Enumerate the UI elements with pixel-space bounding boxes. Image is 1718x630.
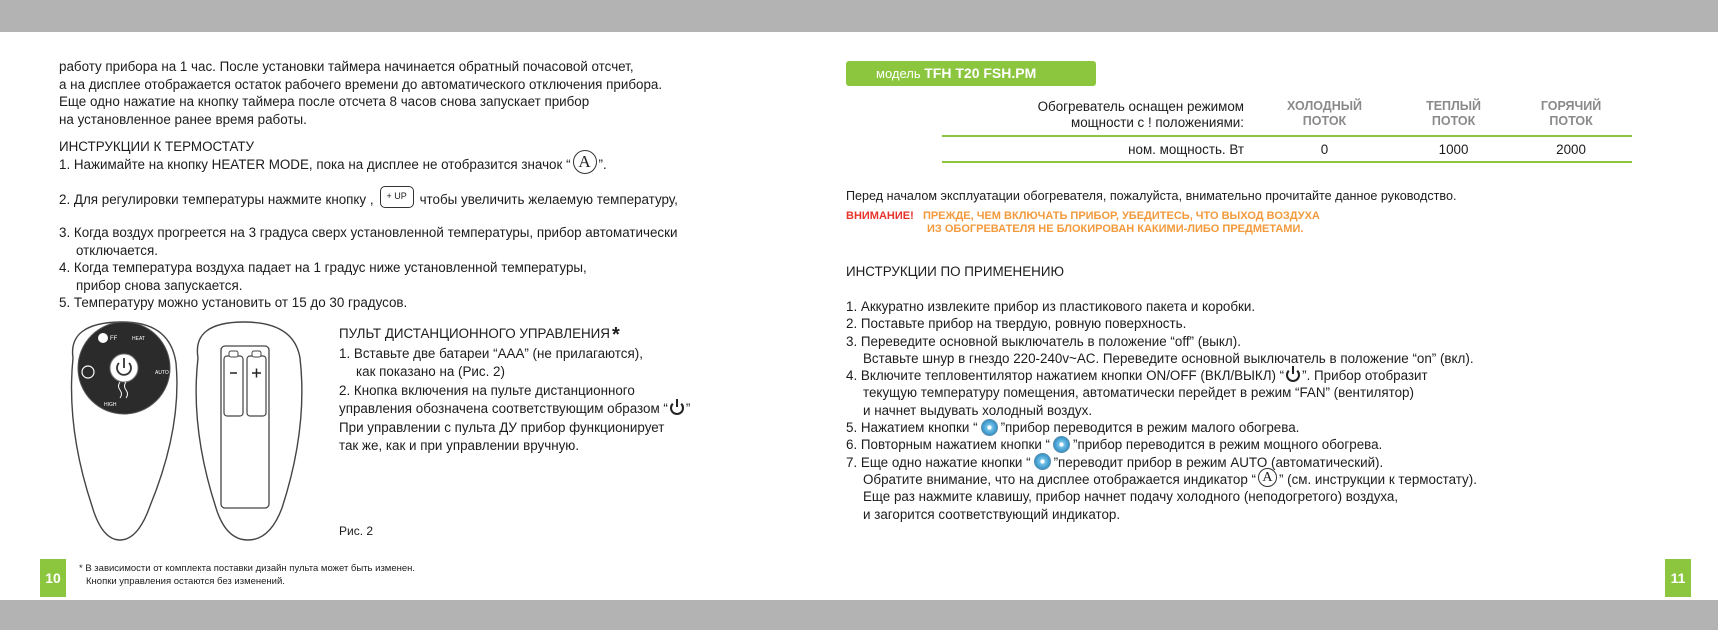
figure-caption: Рис. 2 bbox=[339, 524, 374, 538]
usage-step-3: 3. Переведите основной выключатель в положение “off” (выкл). bbox=[846, 333, 1241, 349]
usage-title: ИНСТРУКЦИИ ПО ПРИМЕНЕНИЮ bbox=[846, 264, 1064, 279]
table-header-row bbox=[942, 96, 1632, 136]
remote-front bbox=[72, 322, 177, 540]
usage-step-4: 4. Включите тепловентилятор нажатием кнопки ON/OFF (ВКЛ/ВЫКЛ) “ ”. Прибор отобразит bbox=[846, 368, 1428, 384]
page-number-left: 10 bbox=[40, 559, 66, 597]
usage-step-7: 7. Еще одно нажатие кнопки “ ”переводит прибор в режим AUTO (автоматический). bbox=[846, 454, 1384, 470]
warning-line: ПРЕЖДЕ, ЧЕМ ВКЛЮЧАТЬ ПРИБОР, УБЕДИТЕСЬ, ЧТО ВЫХОД ВОЗДУХА bbox=[922, 210, 1320, 222]
usage-steps bbox=[846, 298, 1477, 523]
usage-step-1: 1. Аккуратно извлеките прибор из пластикового пакета и коробки. bbox=[846, 299, 1256, 314]
usage-step-3-cont: Вставьте шнур в гнездо 220-240v~AC. Переведите основной выключатель в положение “on” (вкл). bbox=[863, 350, 1474, 366]
top-band bbox=[0, 0, 1718, 32]
model-prefix: модель bbox=[876, 66, 921, 81]
remote-step-2-cont: управления обозначена соответствующим образом “ ” bbox=[339, 401, 691, 416]
remote-label-ff: FF bbox=[110, 336, 118, 342]
warning-line: ИЗ ОБОГРЕВАТЕЛЯ НЕ БЛОКИРОВАН КАКИМИ-ЛИБО ПРЕДМЕТАМИ. bbox=[927, 223, 1304, 235]
auto-mode-icon: A bbox=[573, 150, 597, 174]
usage-step-4-cont: и начнет выдувать холодный воздух. bbox=[863, 402, 1093, 418]
heat-mode-icon bbox=[981, 419, 998, 436]
model-name: TFH T20 FSH.PM bbox=[924, 65, 1037, 81]
thermostat-step-2: 2. Для регулировки температуры нажмите кнопку , + UP чтобы увеличить желаемую температуру, bbox=[59, 191, 678, 209]
table-description: Обогреватель оснащен режимом мощности с ! положениями: bbox=[1037, 99, 1244, 130]
heat-mode-icon bbox=[1053, 436, 1070, 453]
plus-up-button-icon: + UP bbox=[380, 186, 414, 208]
remote-back bbox=[196, 322, 302, 540]
page-number-right: 11 bbox=[1665, 559, 1691, 597]
remote-step-1: 1. Вставьте две батареи “ААА” (не прилагаются), bbox=[339, 345, 643, 361]
thermostat-step-3: 3. Когда воздух прогреется на 3 градуса сверх установленной температуры, прибор автоматически bbox=[59, 225, 678, 241]
thermostat-step-5: 5. Температуру можно установить от 15 до 30 градусов. bbox=[59, 295, 408, 311]
footnote-line: * В зависимости от комплекта поставки дизайн пульта может быть изменен. bbox=[79, 563, 416, 574]
read-manual-note: Перед началом эксплуатации обогревателя, пожалуйста, внимательно прочитайте данное руководство. bbox=[846, 189, 1457, 203]
remote-title: ПУЛЬТ ДИСТАНЦИОННОГО УПРАВЛЕНИЯ * bbox=[339, 324, 620, 346]
value-hot: 2000 bbox=[1510, 136, 1632, 162]
usage-step-4-cont: текущую температуру помещения, автоматически перейдет в режим “FAN” (вентилятор) bbox=[863, 385, 1414, 401]
value-warm: 1000 bbox=[1397, 136, 1510, 162]
thermostat-section bbox=[59, 138, 678, 312]
remote-section bbox=[339, 325, 690, 456]
warning-block bbox=[846, 210, 1320, 236]
remote-step-2-line4: так же, как и при управлении вручную. bbox=[339, 438, 580, 453]
thermostat-step-4-cont: прибор снова запускается. bbox=[76, 277, 243, 293]
value-cold: 0 bbox=[1252, 136, 1397, 162]
usage-step-7-cont: Обратите внимание, что на дисплее отображается индикатор “ A ” (см. инструкции к термостату). bbox=[863, 469, 1477, 487]
thermostat-step-3-cont: отключается. bbox=[76, 242, 158, 258]
intro-line: на установленное ранее время работы. bbox=[59, 111, 307, 127]
thermostat-title: ИНСТРУКЦИИ К ТЕРМОСТАТУ bbox=[59, 139, 255, 154]
remote-step-2-line3: При управлении с пульта ДУ прибор функционирует bbox=[339, 419, 665, 435]
footnote-mark: * bbox=[611, 324, 620, 346]
intro-line: Еще одно нажатие на кнопку таймера после отсчета 8 часов снова запускает прибор bbox=[59, 94, 590, 109]
usage-step-2: 2. Поставьте прибор на твердую, ровную поверхность. bbox=[846, 316, 1187, 332]
column-header-hot: ГОРЯЧИЙ ПОТОК bbox=[1540, 99, 1602, 128]
footnote-line: Кнопки управления остаются без изменений. bbox=[86, 576, 285, 587]
footnote bbox=[79, 562, 415, 588]
heat-mode-icon bbox=[1034, 453, 1051, 470]
usage-step-7-cont: и загорится соответствующий индикатор. bbox=[863, 506, 1121, 522]
intro-paragraph bbox=[59, 58, 662, 128]
remote-label-high: HIGH bbox=[104, 402, 117, 408]
remote-figure bbox=[58, 318, 320, 548]
thermostat-step-1: 1. Нажимайте на кнопку HEATER MODE, пока на дисплее не отобразится значок “ A ”. bbox=[59, 156, 678, 174]
remote-step-2: 2. Кнопка включения на пульте дистанционного bbox=[339, 382, 635, 398]
intro-line: а на дисплее отображается остаток рабочего времени до автоматического отключения прибора. bbox=[59, 76, 663, 92]
power-icon bbox=[1286, 368, 1300, 382]
usage-step-6: 6. Повторным нажатием кнопки “ ”прибор переводится в режим мощного обогрева. bbox=[846, 437, 1383, 453]
row-label: ном. мощность. Вт bbox=[942, 136, 1252, 162]
auto-mode-icon: A bbox=[1258, 468, 1277, 487]
column-header-cold: ХОЛОДНЫЙ ПОТОК bbox=[1287, 99, 1362, 128]
usage-step-7-cont: Еще раз нажмите клавишу, прибор начнет подачу холодного (неподогретого) воздуха, bbox=[863, 489, 1399, 505]
model-banner bbox=[846, 61, 1096, 86]
warning-label: ВНИМАНИЕ! bbox=[846, 210, 914, 222]
power-icon bbox=[670, 401, 684, 415]
intro-line: работу прибора на 1 час. После установки таймера начинается обратный почасовой отсчет, bbox=[59, 59, 634, 74]
bottom-band bbox=[0, 600, 1718, 630]
remote-step-1-cont: как показано на (Рис. 2) bbox=[356, 364, 505, 379]
usage-step-5: 5. Нажатием кнопки “ ”прибор переводится в режим малого обогрева. bbox=[846, 420, 1300, 436]
table-row bbox=[942, 136, 1632, 162]
power-spec-table bbox=[942, 96, 1632, 163]
remote-label-heat: HEAT bbox=[132, 336, 145, 342]
remote-label-auto: AUTO bbox=[155, 370, 169, 376]
column-header-warm: ТЕПЛЫЙ ПОТОК bbox=[1426, 99, 1482, 128]
thermostat-step-4: 4. Когда температура воздуха падает на 1 градус ниже установленной температуры, bbox=[59, 260, 587, 276]
